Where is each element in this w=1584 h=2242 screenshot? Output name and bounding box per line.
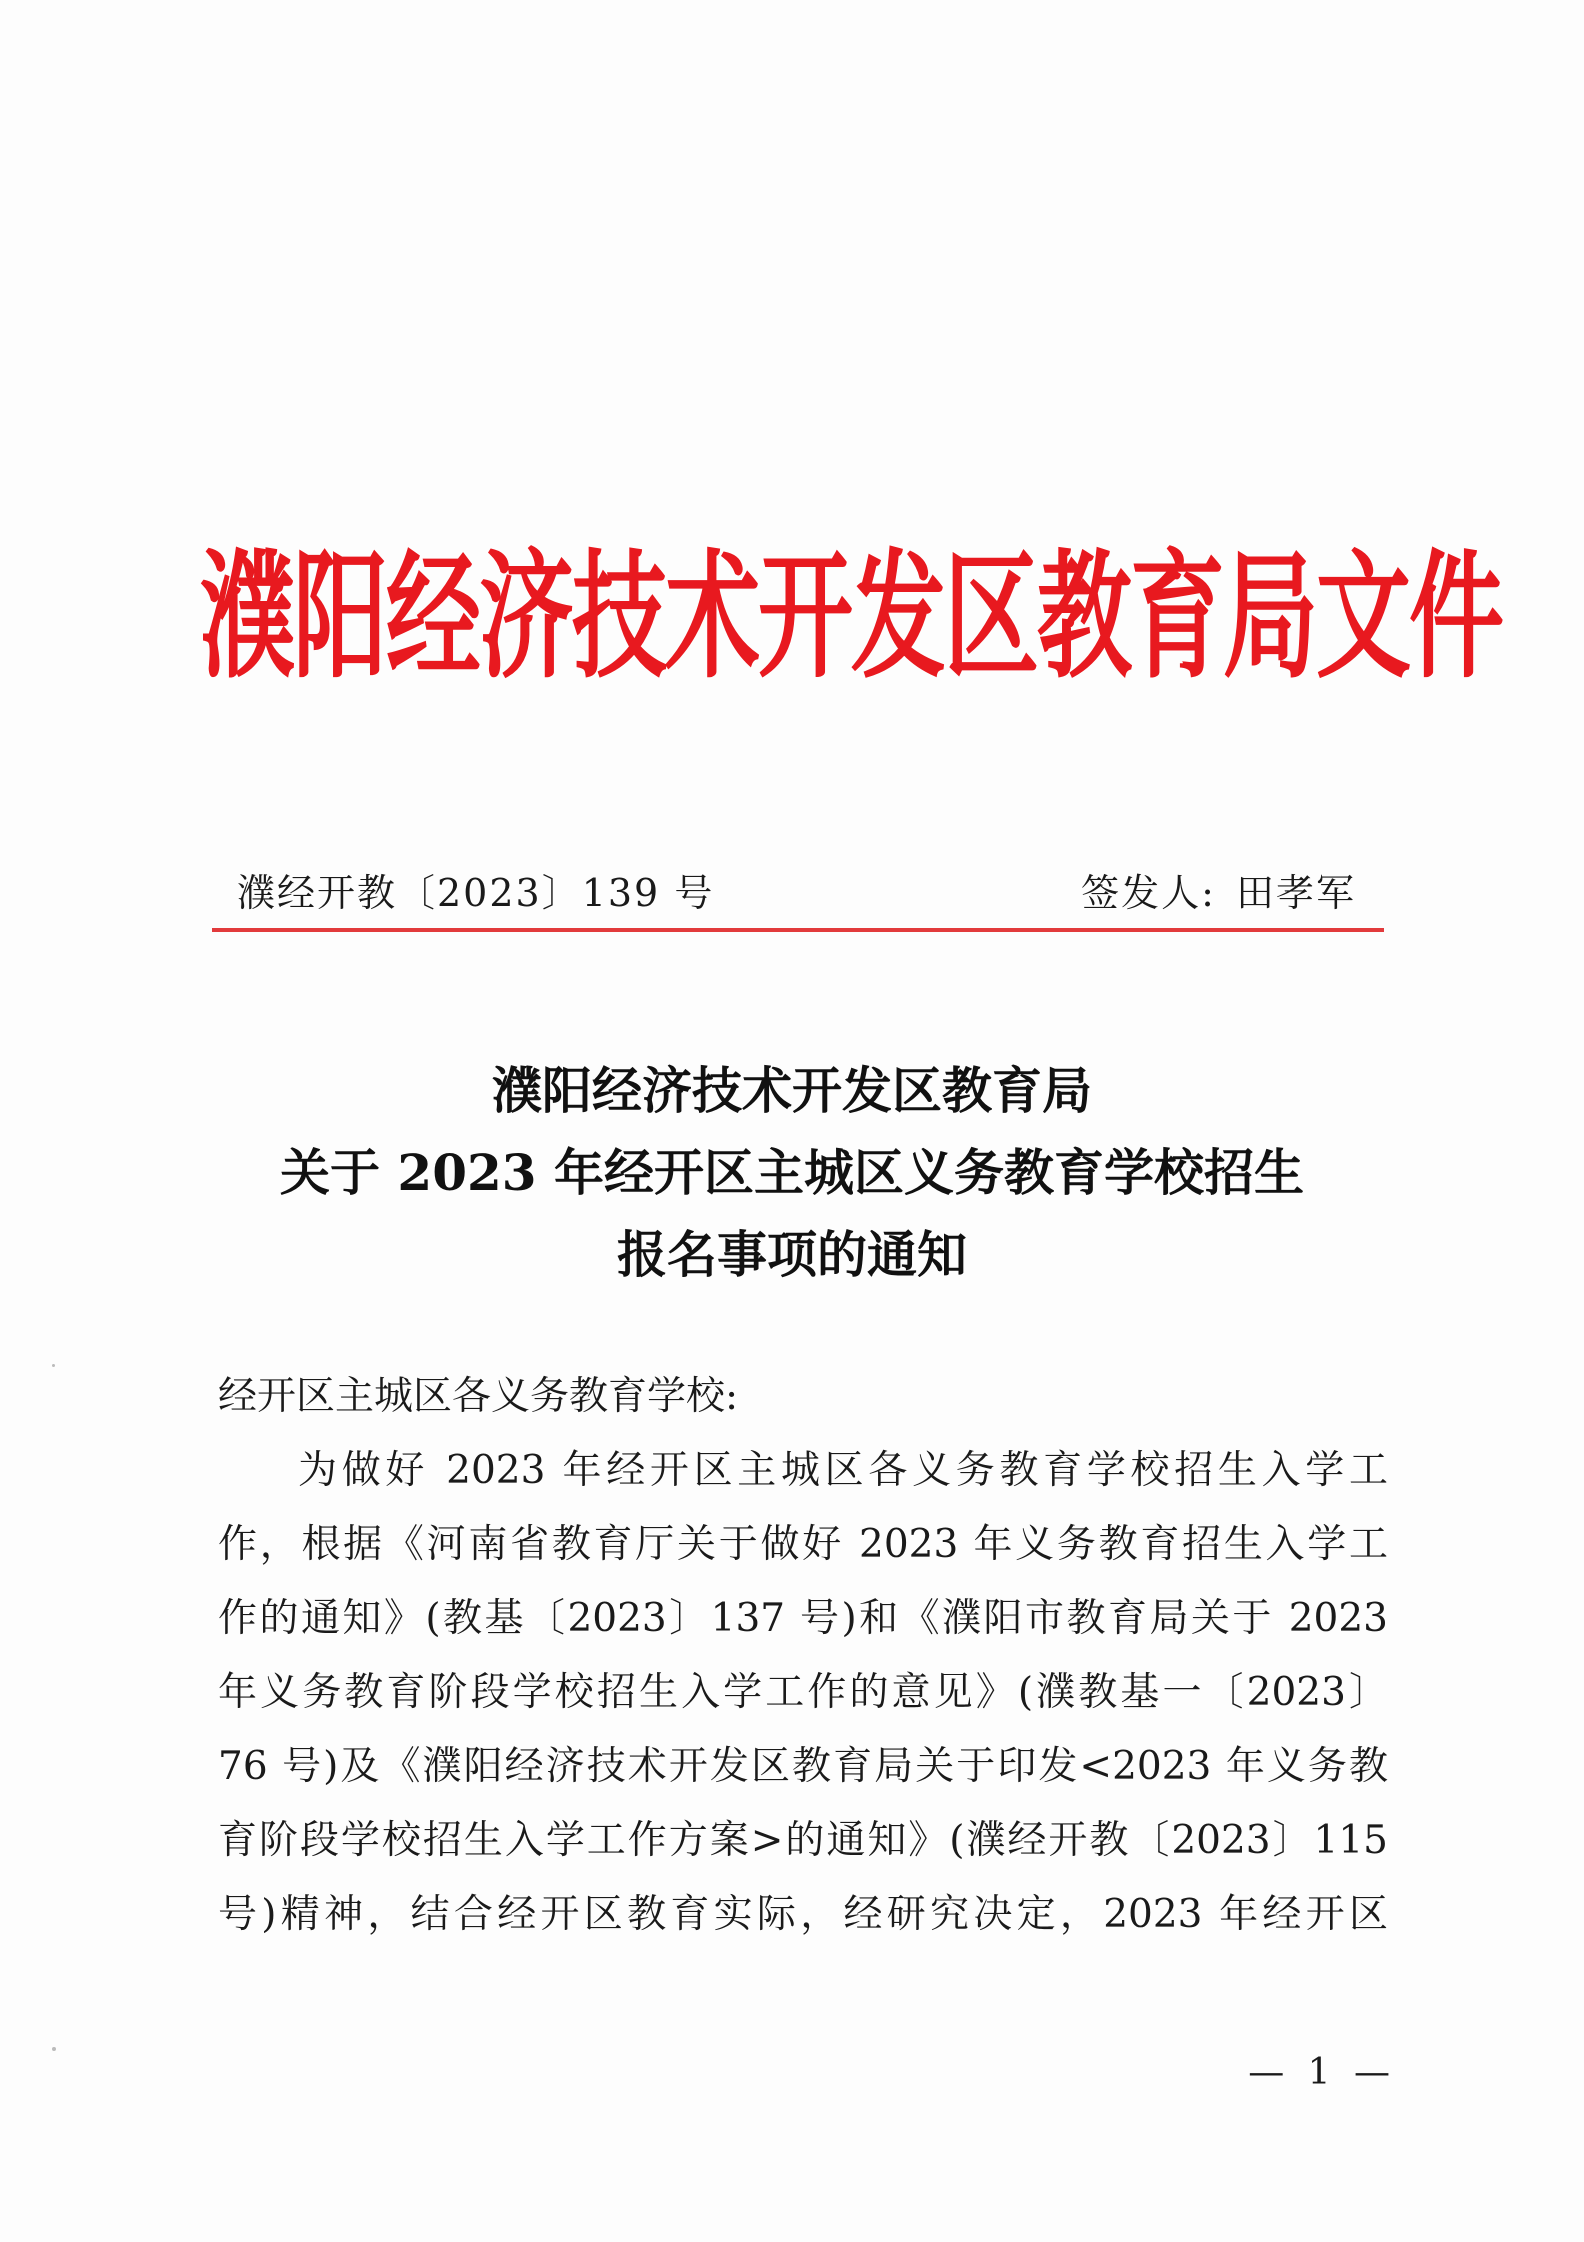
body-line: 为做好 2023 年经开区主城区各义务教育学校招生入学工 [298,1448,1388,1493]
body-line: 76 号)及《濮阳经济技术开发区教育局关于印发<2023 年义务教 [218,1744,1388,1789]
body-line: 作，根据《河南省教育厅关于做好 2023 年义务教育招生入学工 [218,1522,1388,1567]
notice-title [200,1050,1384,1296]
signer-block [1081,868,1356,918]
title-line: 关于 2023 年经开区主城区义务教育学校招生 [280,1143,1304,1202]
page-number: — 1 — [1248,2052,1396,2093]
body-line: 年义务教育阶段学校招生入学工作的意见》(濮教基一〔2023〕 [218,1670,1388,1715]
title-line: 濮阳经济技术开发区教育局 [492,1061,1092,1120]
scan-speck [52,2047,56,2051]
document-masthead: 濮阳经济技术开发区教育局文件 [200,538,1503,698]
salutation: 经开区主城区各义务教育学校: [218,1374,739,1419]
signer-name: 田孝军 [1235,871,1356,915]
body-line: 育阶段学校招生入学工作方案>的通知》(濮经开教〔2023〕115 [218,1818,1388,1863]
title-line: 报名事项的通知 [617,1225,967,1284]
notice-body [218,1360,1388,1952]
header-divider [212,928,1384,932]
body-line: 作的通知》(教基〔2023〕137 号)和《濮阳市教育局关于 2023 [218,1596,1388,1641]
document-number: 濮经开教〔2023〕139 号 [237,871,715,915]
scan-speck [52,1364,55,1367]
body-line: 号)精神，结合经开区教育实际，经研究决定，2023 年经开区 [218,1892,1388,1937]
signer-label: 签发人: [1081,871,1216,915]
